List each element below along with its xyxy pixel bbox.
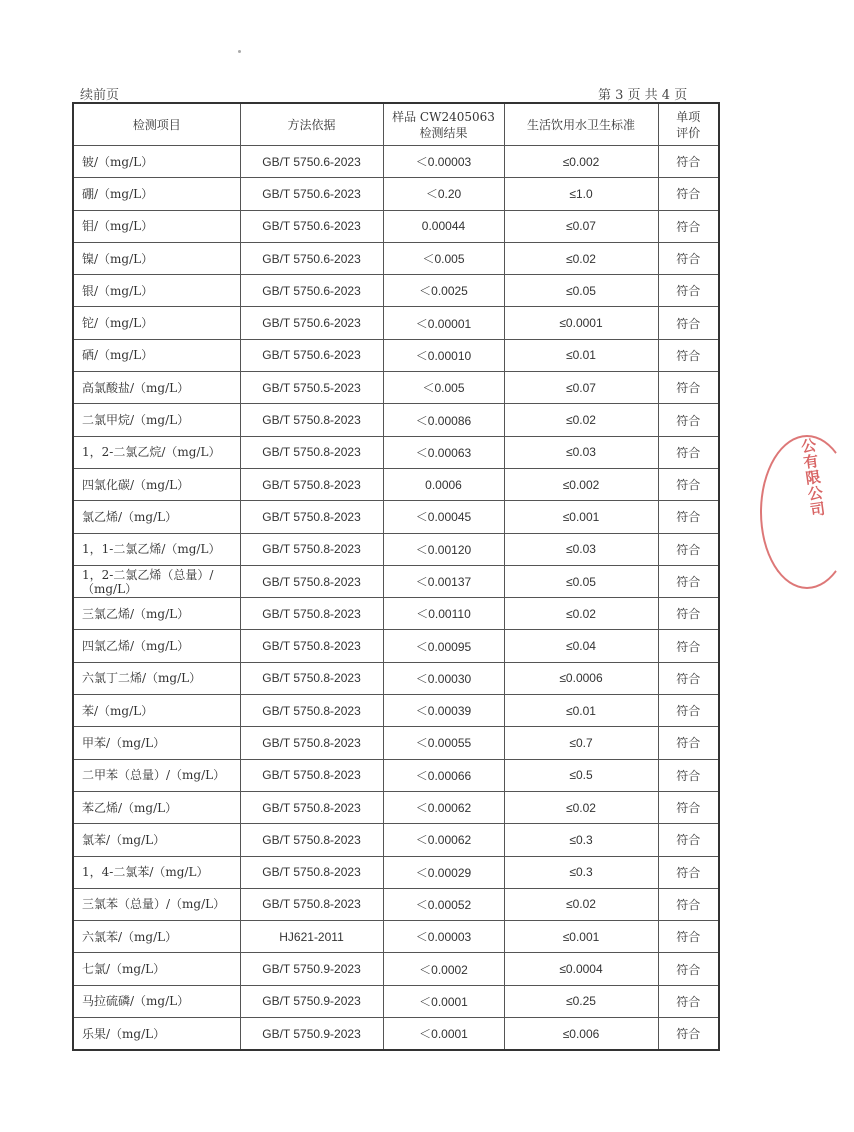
table-row <box>73 210 719 242</box>
header-method: 方法依据 <box>240 103 383 146</box>
table-row <box>73 888 719 920</box>
cell-standard: ≤0.002 <box>504 146 658 178</box>
cell-result: 0.00044 <box>383 210 504 242</box>
cell-verdict: 符合 <box>658 146 719 178</box>
cell-result: ＜0.00086 <box>383 404 504 436</box>
page-indicator: 第 3 页 共 4 页 <box>598 88 688 103</box>
cell-verdict: 符合 <box>658 953 719 985</box>
cell-method: GB/T 5750.8-2023 <box>240 727 383 759</box>
cell-item: 乐果/（mg/L） <box>73 1018 240 1051</box>
cell-result: ＜0.00001 <box>383 307 504 339</box>
cell-standard: ≤0.0004 <box>504 953 658 985</box>
cell-standard: ≤0.25 <box>504 985 658 1017</box>
cell-standard: ≤0.001 <box>504 921 658 953</box>
cell-method: GB/T 5750.6-2023 <box>240 210 383 242</box>
table-row <box>73 275 719 307</box>
table-row <box>73 501 719 533</box>
cell-verdict: 符合 <box>658 339 719 371</box>
cell-item: 高氯酸盐/（mg/L） <box>73 372 240 404</box>
cell-method: GB/T 5750.6-2023 <box>240 178 383 210</box>
cell-result: ＜0.00003 <box>383 921 504 953</box>
cell-item: 氯乙烯/（mg/L） <box>73 501 240 533</box>
cell-standard: ≤0.07 <box>504 372 658 404</box>
cell-method: GB/T 5750.8-2023 <box>240 598 383 630</box>
cell-verdict: 符合 <box>658 242 719 274</box>
cell-result: ＜0.0002 <box>383 953 504 985</box>
cell-result: ＜0.00039 <box>383 695 504 727</box>
table-row <box>73 598 719 630</box>
cell-result: ＜0.00095 <box>383 630 504 662</box>
cell-verdict: 符合 <box>658 307 719 339</box>
cell-standard: ≤0.001 <box>504 501 658 533</box>
header-result <box>383 103 504 146</box>
cell-method: GB/T 5750.8-2023 <box>240 468 383 500</box>
cell-verdict: 符合 <box>658 791 719 823</box>
cell-verdict: 符合 <box>658 501 719 533</box>
cell-verdict: 符合 <box>658 824 719 856</box>
cell-verdict: 符合 <box>658 695 719 727</box>
cell-method: GB/T 5750.8-2023 <box>240 759 383 791</box>
cell-item: 苯乙烯/（mg/L） <box>73 791 240 823</box>
cell-result: ＜0.00120 <box>383 533 504 565</box>
cell-standard: ≤0.01 <box>504 339 658 371</box>
cell-standard: ≤1.0 <box>504 178 658 210</box>
cell-item: 二甲苯（总量）/（mg/L） <box>73 759 240 791</box>
table-row <box>73 146 719 178</box>
table-row <box>73 695 719 727</box>
cell-method: GB/T 5750.8-2023 <box>240 888 383 920</box>
table-row <box>73 824 719 856</box>
cell-method: GB/T 5750.8-2023 <box>240 695 383 727</box>
table-row <box>73 791 719 823</box>
cell-standard: ≤0.7 <box>504 727 658 759</box>
cell-method: GB/T 5750.6-2023 <box>240 242 383 274</box>
scan-speck <box>238 50 241 53</box>
cell-standard: ≤0.0001 <box>504 307 658 339</box>
header-verdict <box>658 103 719 146</box>
table-row <box>73 921 719 953</box>
cell-verdict: 符合 <box>658 630 719 662</box>
table-row <box>73 339 719 371</box>
cell-method: GB/T 5750.8-2023 <box>240 856 383 888</box>
cell-item: 七氯/（mg/L） <box>73 953 240 985</box>
table-row <box>73 178 719 210</box>
cell-item: 马拉硫磷/（mg/L） <box>73 985 240 1017</box>
cell-standard: ≤0.03 <box>504 533 658 565</box>
cell-verdict: 符合 <box>658 436 719 468</box>
cell-standard: ≤0.3 <box>504 824 658 856</box>
cell-item: 硒/（mg/L） <box>73 339 240 371</box>
table-row <box>73 985 719 1017</box>
cell-method: GB/T 5750.6-2023 <box>240 307 383 339</box>
cell-item: 二氯甲烷/（mg/L） <box>73 404 240 436</box>
cell-method: GB/T 5750.8-2023 <box>240 436 383 468</box>
cell-item: 钼/（mg/L） <box>73 210 240 242</box>
table-row <box>73 565 719 597</box>
cell-verdict: 符合 <box>658 404 719 436</box>
cell-method: GB/T 5750.9-2023 <box>240 985 383 1017</box>
table-row <box>73 436 719 468</box>
test-results-table <box>72 102 720 1051</box>
cell-result: ＜0.0001 <box>383 985 504 1017</box>
cell-method: GB/T 5750.8-2023 <box>240 662 383 694</box>
header-result-line1: 样品 CW2405063 <box>392 109 495 124</box>
cell-method: GB/T 5750.9-2023 <box>240 953 383 985</box>
cell-verdict: 符合 <box>658 598 719 630</box>
cell-result: ＜0.00010 <box>383 339 504 371</box>
table-row <box>73 662 719 694</box>
cell-method: GB/T 5750.8-2023 <box>240 791 383 823</box>
cell-item: 甲苯/（mg/L） <box>73 727 240 759</box>
cell-verdict: 符合 <box>658 727 719 759</box>
table-row <box>73 953 719 985</box>
cell-item: 铍/（mg/L） <box>73 146 240 178</box>
cell-item: 镍/（mg/L） <box>73 242 240 274</box>
cell-result: ＜0.0001 <box>383 1018 504 1051</box>
cell-standard: ≤0.01 <box>504 695 658 727</box>
cell-result: ＜0.00030 <box>383 662 504 694</box>
table-row <box>73 242 719 274</box>
cell-result: ＜0.00063 <box>383 436 504 468</box>
cell-method: GB/T 5750.8-2023 <box>240 501 383 533</box>
cell-item: 六氯丁二烯/（mg/L） <box>73 662 240 694</box>
cell-standard: ≤0.07 <box>504 210 658 242</box>
table-row <box>73 372 719 404</box>
header-verdict-line2: 评价 <box>676 125 701 140</box>
continued-label: 续前页 <box>80 88 120 103</box>
cell-method: GB/T 5750.6-2023 <box>240 339 383 371</box>
cell-item: 苯/（mg/L） <box>73 695 240 727</box>
cell-verdict: 符合 <box>658 565 719 597</box>
cell-method: GB/T 5750.6-2023 <box>240 275 383 307</box>
table-row <box>73 307 719 339</box>
table-row <box>73 727 719 759</box>
cell-method: GB/T 5750.6-2023 <box>240 146 383 178</box>
cell-method: HJ621-2011 <box>240 921 383 953</box>
header-item: 检测项目 <box>73 103 240 146</box>
cell-standard: ≤0.02 <box>504 888 658 920</box>
cell-result: ＜0.0025 <box>383 275 504 307</box>
cell-item: 1，2-二氯乙烯（总量）/（mg/L） <box>73 565 240 597</box>
cell-standard: ≤0.002 <box>504 468 658 500</box>
cell-item: 氯苯/（mg/L） <box>73 824 240 856</box>
cell-item: 六氯苯/（mg/L） <box>73 921 240 953</box>
cell-standard: ≤0.3 <box>504 856 658 888</box>
cell-result: ＜0.00137 <box>383 565 504 597</box>
cell-verdict: 符合 <box>658 210 719 242</box>
table-body <box>73 146 719 1051</box>
cell-verdict: 符合 <box>658 533 719 565</box>
cell-result: ＜0.00066 <box>383 759 504 791</box>
table-row <box>73 1018 719 1051</box>
table-row <box>73 404 719 436</box>
cell-method: GB/T 5750.9-2023 <box>240 1018 383 1051</box>
cell-result: ＜0.005 <box>383 242 504 274</box>
cell-method: GB/T 5750.5-2023 <box>240 372 383 404</box>
cell-result: ＜0.00003 <box>383 146 504 178</box>
cell-verdict: 符合 <box>658 468 719 500</box>
cell-result: ＜0.00110 <box>383 598 504 630</box>
cell-standard: ≤0.0006 <box>504 662 658 694</box>
cell-verdict: 符合 <box>658 372 719 404</box>
cell-verdict: 符合 <box>658 985 719 1017</box>
table-row <box>73 533 719 565</box>
header-standard: 生活饮用水卫生标准 <box>504 103 658 146</box>
cell-standard: ≤0.05 <box>504 565 658 597</box>
cell-standard: ≤0.03 <box>504 436 658 468</box>
cell-method: GB/T 5750.8-2023 <box>240 404 383 436</box>
cell-item: 硼/（mg/L） <box>73 178 240 210</box>
cell-standard: ≤0.02 <box>504 791 658 823</box>
cell-verdict: 符合 <box>658 921 719 953</box>
cell-item: 1，1-二氯乙烯/（mg/L） <box>73 533 240 565</box>
cell-standard: ≤0.04 <box>504 630 658 662</box>
cell-standard: ≤0.02 <box>504 598 658 630</box>
table-row <box>73 630 719 662</box>
cell-method: GB/T 5750.8-2023 <box>240 630 383 662</box>
cell-item: 银/（mg/L） <box>73 275 240 307</box>
cell-standard: ≤0.5 <box>504 759 658 791</box>
cell-result: ＜0.20 <box>383 178 504 210</box>
cell-item: 四氯化碳/（mg/L） <box>73 468 240 500</box>
table-header-row <box>73 103 719 146</box>
cell-result: ＜0.00055 <box>383 727 504 759</box>
cell-result: 0.0006 <box>383 468 504 500</box>
cell-result: ＜0.00062 <box>383 824 504 856</box>
cell-verdict: 符合 <box>658 275 719 307</box>
cell-standard: ≤0.02 <box>504 242 658 274</box>
cell-item: 四氯乙烯/（mg/L） <box>73 630 240 662</box>
cell-verdict: 符合 <box>658 178 719 210</box>
cell-result: ＜0.005 <box>383 372 504 404</box>
cell-item: 1，2-二氯乙烷/（mg/L） <box>73 436 240 468</box>
cell-standard: ≤0.05 <box>504 275 658 307</box>
cell-verdict: 符合 <box>658 759 719 791</box>
cell-result: ＜0.00062 <box>383 791 504 823</box>
cell-result: ＜0.00029 <box>383 856 504 888</box>
cell-verdict: 符合 <box>658 1018 719 1051</box>
cell-item: 铊/（mg/L） <box>73 307 240 339</box>
cell-result: ＜0.00052 <box>383 888 504 920</box>
cell-standard: ≤0.006 <box>504 1018 658 1051</box>
cell-item: 1，4-二氯苯/（mg/L） <box>73 856 240 888</box>
company-seal: 公有限公司 <box>798 436 828 519</box>
cell-method: GB/T 5750.8-2023 <box>240 533 383 565</box>
header-result-line2: 检测结果 <box>419 125 468 140</box>
header-verdict-line1: 单项 <box>676 109 701 124</box>
table-row <box>73 468 719 500</box>
cell-item: 三氯苯（总量）/（mg/L） <box>73 888 240 920</box>
table-row <box>73 856 719 888</box>
cell-verdict: 符合 <box>658 662 719 694</box>
cell-standard: ≤0.02 <box>504 404 658 436</box>
cell-verdict: 符合 <box>658 888 719 920</box>
table-row <box>73 759 719 791</box>
cell-result: ＜0.00045 <box>383 501 504 533</box>
cell-method: GB/T 5750.8-2023 <box>240 824 383 856</box>
cell-method: GB/T 5750.8-2023 <box>240 565 383 597</box>
cell-item: 三氯乙烯/（mg/L） <box>73 598 240 630</box>
cell-verdict: 符合 <box>658 856 719 888</box>
